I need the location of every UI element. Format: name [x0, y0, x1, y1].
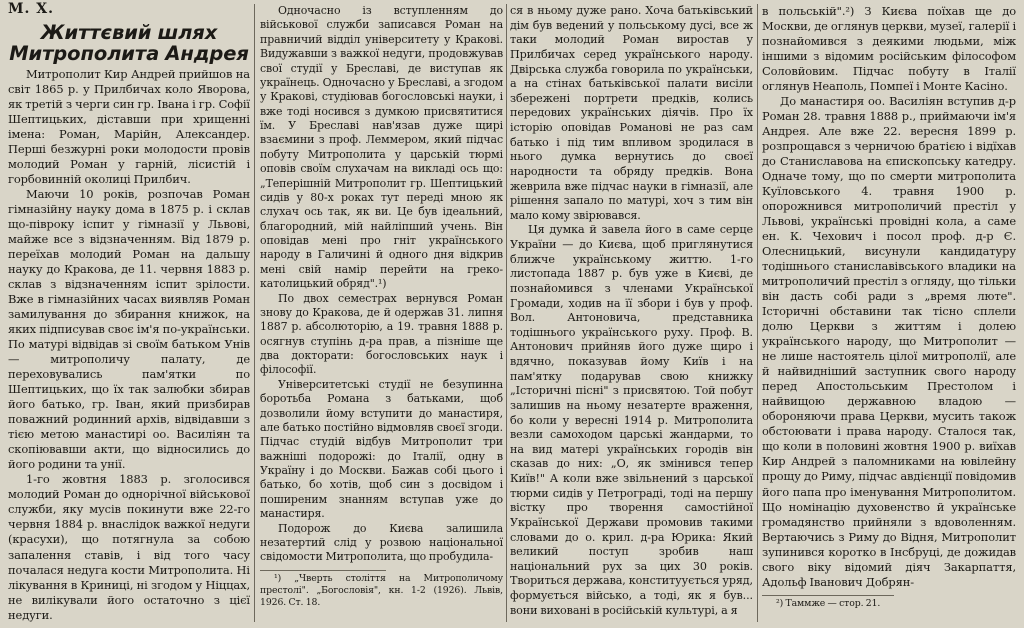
paragraph: Університетські студії не безупинна боротьба Романа з батьками, щоб дозволили йому вступити до манастиря, але батько постійно відмовляв своєї згоди. Підчас студій відбув Митрополит три важніші подорожі: до Італії, одну в Україну і до Москви. Бажав собі цього і батько, бо хотів, щоб син з досвідом і поширеним знанням вступав уже до манастиря.: [260, 377, 503, 521]
column-4: [762, 4, 1016, 610]
column-divider: [254, 4, 255, 622]
page-mark: М. Х.: [8, 1, 54, 17]
footnote-rule: [762, 595, 894, 596]
column-1: [8, 22, 250, 623]
column-divider: [506, 4, 507, 622]
paragraph: Митрополит Кир Андрей прийшов на світ 1865 р. у Прилбичах коло Яворова, як третій з черги син гр. Івана і гр. Софії Шептицьких, діставши при хрищенні імена: Роман, Марійн, Александер. Перші безжурні роки молодости провів молодий Роман у гарній, лісистій і горбовинній околиці Прилбич.: [8, 67, 250, 187]
paragraph: в польській".²) З Києва поїхав ще до Москви, де оглянув церкви, музеї, галерії і познайомився з деякими людьми, між іншими з відомим російським філософом Соловйовим. Підчас побуту в Італії оглянув Неаполь, Помпеї і Монте Касіно.: [762, 4, 1016, 94]
paragraph: Маючи 10 років, розпочав Роман гімназійну науку дома в 1875 р. і склав що-півроку іспит у гімназії у Львові, майже все з відзначенням. Від 1879 р. переїхав молодий Роман на дальшу науку до Кракова, де 11. червня 1883 р. склав з відзначенням іспит зрілости. Вже в гімназійних часах виявляв Роман замилування до збирання книжок, на яких підписував своє ім'я по-українськи. По матурі відвідав зі своїм батьком Унів — митрополичу палату, де переховувались пам'ятки по Шептицьких, що їх так залюбки збирав його батько, гр. Іван, який призбирав поважний родинний архів, відвідавши з тією метою манастирі оо. Василіян та скопіювавши акти, що відносились до його родини та унії.: [8, 187, 250, 472]
paragraph: 1-го жовтня 1883 р. зголосився молодий Роман до однорічної військової служби, яку мусів покинути вже 22-го червня 1884 р. внаслідок важкої недуги (красухи), що потягнула за собою запалення ставів, і від того часу почалася недуга кости Митрополита. Ні лікування в Криниці, ні згодом у Ніццах, не вилікували його остаточно з цієї недуги.: [8, 472, 250, 622]
paragraph: По двох семестрах вернувся Роман знову до Кракова, де й одержав 31. липня 1887 р. абсолюторію, а 19. травня 1888 р. осягнув ступінь д-ра прав, а пізніше ще два докторати: богословських наук і філософії.: [260, 291, 503, 377]
paragraph: ся в ньому дуже рано. Хоча батьківський дім був ведений у польському дусі, все ж таки молодий Роман виростав у Прилбичах серед українського народу. Двірська служба говорила по українськи, а на стінах батьківської палати висіли збережені портрети предків, колись передових українських діячів. Про їх історію оповідав Романові не раз сам батько і під тим впливом зродилася в нього думка вернутись до своєї народности та обряду предків. Вона жеврила вже підчас науки в гімназії, але рішення запало по матурі, хоч з тим він мало кому звірювався.: [510, 4, 753, 222]
paragraph: Подорож до Києва залишила незатертий слід у розвою національної свідомости Митрополита, що пробудила-: [260, 521, 503, 564]
article-title: Життєвий шлях Митрополита Андрея: [9, 21, 249, 65]
paragraph: До манастиря оо. Василіян вступив д-р Роман 28. травня 1888 р., приймаючи ім'я Андрея. Але вже 22. вересня 1899 р. розпрощався з черничою братією і відїхав до Станиславова на єпископську катедру. Одначе тому, що по смерти митрополита Куїловського 4. травня 1900 р. опорожнився митрополичий престіл у Львові, українські провідні кола, а саме ен. К. Чехович і посол проф. д-р Є. Олесницький, висунули кандидатуру тодішнього станиславівського владики на митрополичий престіл з огляду, що тільки він дасть собі ради з „время люте". Історичні обставини так тісно сплели долю Церкви з життям і долею українського народу, що Митрополит — не лише настоятель цілої митрополії, але й найвидніший заступник свого народу перед Апостольським Престолом і найвищою державною владою — обороняючи права Церкви, мусить також обстоювати і права народу. Сталося так, що коли в половині жовтня 1900 р. виїхав Кир Андрей з паломниками на ювілейну прощу до Риму, підчас авдієнції повідомив його папа про іменування Митрополитом. Що номінацію духовенство й українське громадянство прийняли з вдоволенням. Вертаючись з Риму до Відня, Митрополит зупинився коротко в Інсбруці, де дожидав свого віку відомий діяч Закарпаття, Адольф Іванович Добрян-: [762, 94, 1016, 589]
paragraph: Ця думка й завела його в саме серце України — до Києва, щоб приглянутися ближче українському життю. 1-го листопада 1887 р. був уже в Києві, де познайомився з членами Української Громади, ходив на її збори і був у проф. Вол. Антоновича, представника тодішнього українського руху. Проф. В. Антонович прийняв його дуже щиро і вдячно, показував йому Київ і на пам'ятку подарував свою книжку „Історичні пісні" з присвятою. Той побут залишив на ньому незатерте враження, бо коли у вересні 1914 р. Митрополита везли самоходом царські жандарми, то на вид матері українських городів він сказав до них: „О, як змінився тепер Київ!" А коли вже звільнений з царської тюрми сидів у Петрограді, тоді на першу вістку про творення самостійної Української Держави промовив такими словами до о. крил. д-ра Юрика: Який великий поступ зробив наш національний рух за цих 30 років. Твориться держава, конституується уряд, формується військо, а тоді, як я був... вони виховані в російській культурі, а я: [510, 223, 753, 617]
column-2: [260, 4, 503, 609]
footnote-rule: [260, 570, 386, 571]
footnote: ²) Таммже — стор. 21.: [776, 597, 881, 609]
paragraph: Одночасно із вступленням до військової служби записався Роман на правничий відділ університету у Кракові. Видужавши з важкої недуги, продовжував свої студії у Бреславі, де виступав як українець. Одночасно у Бреславі, а згодом у Кракові, студіював богословські науки, і вже тоді носився з думкою присвятитися їм. У Бреславі нав'язав дуже щирі взаємини з проф. Леммером, який підчас побуту Митрополита у царській тюрмі оповів своїм слухачам на викладі ось що: „Теперішній Митрополит гр. Шептицький сидів у 80-х роках тут переді мною як слухач ось так, як ви. Це був ідеальний, благородний, мій найліпший учень. Він оповідав мені про гніт українського народу в Галичині й одного дня відкрив мені свій намір перейти на греко-католицький обряд".¹): [260, 4, 503, 291]
footnote: ¹) „Чверть століття на Митрополичому престолі". „Богословія", кн. 1-2 (1926). Львів, 1926. Ст. 18.: [260, 572, 503, 608]
column-divider: [757, 4, 758, 622]
column-3: [510, 4, 753, 618]
